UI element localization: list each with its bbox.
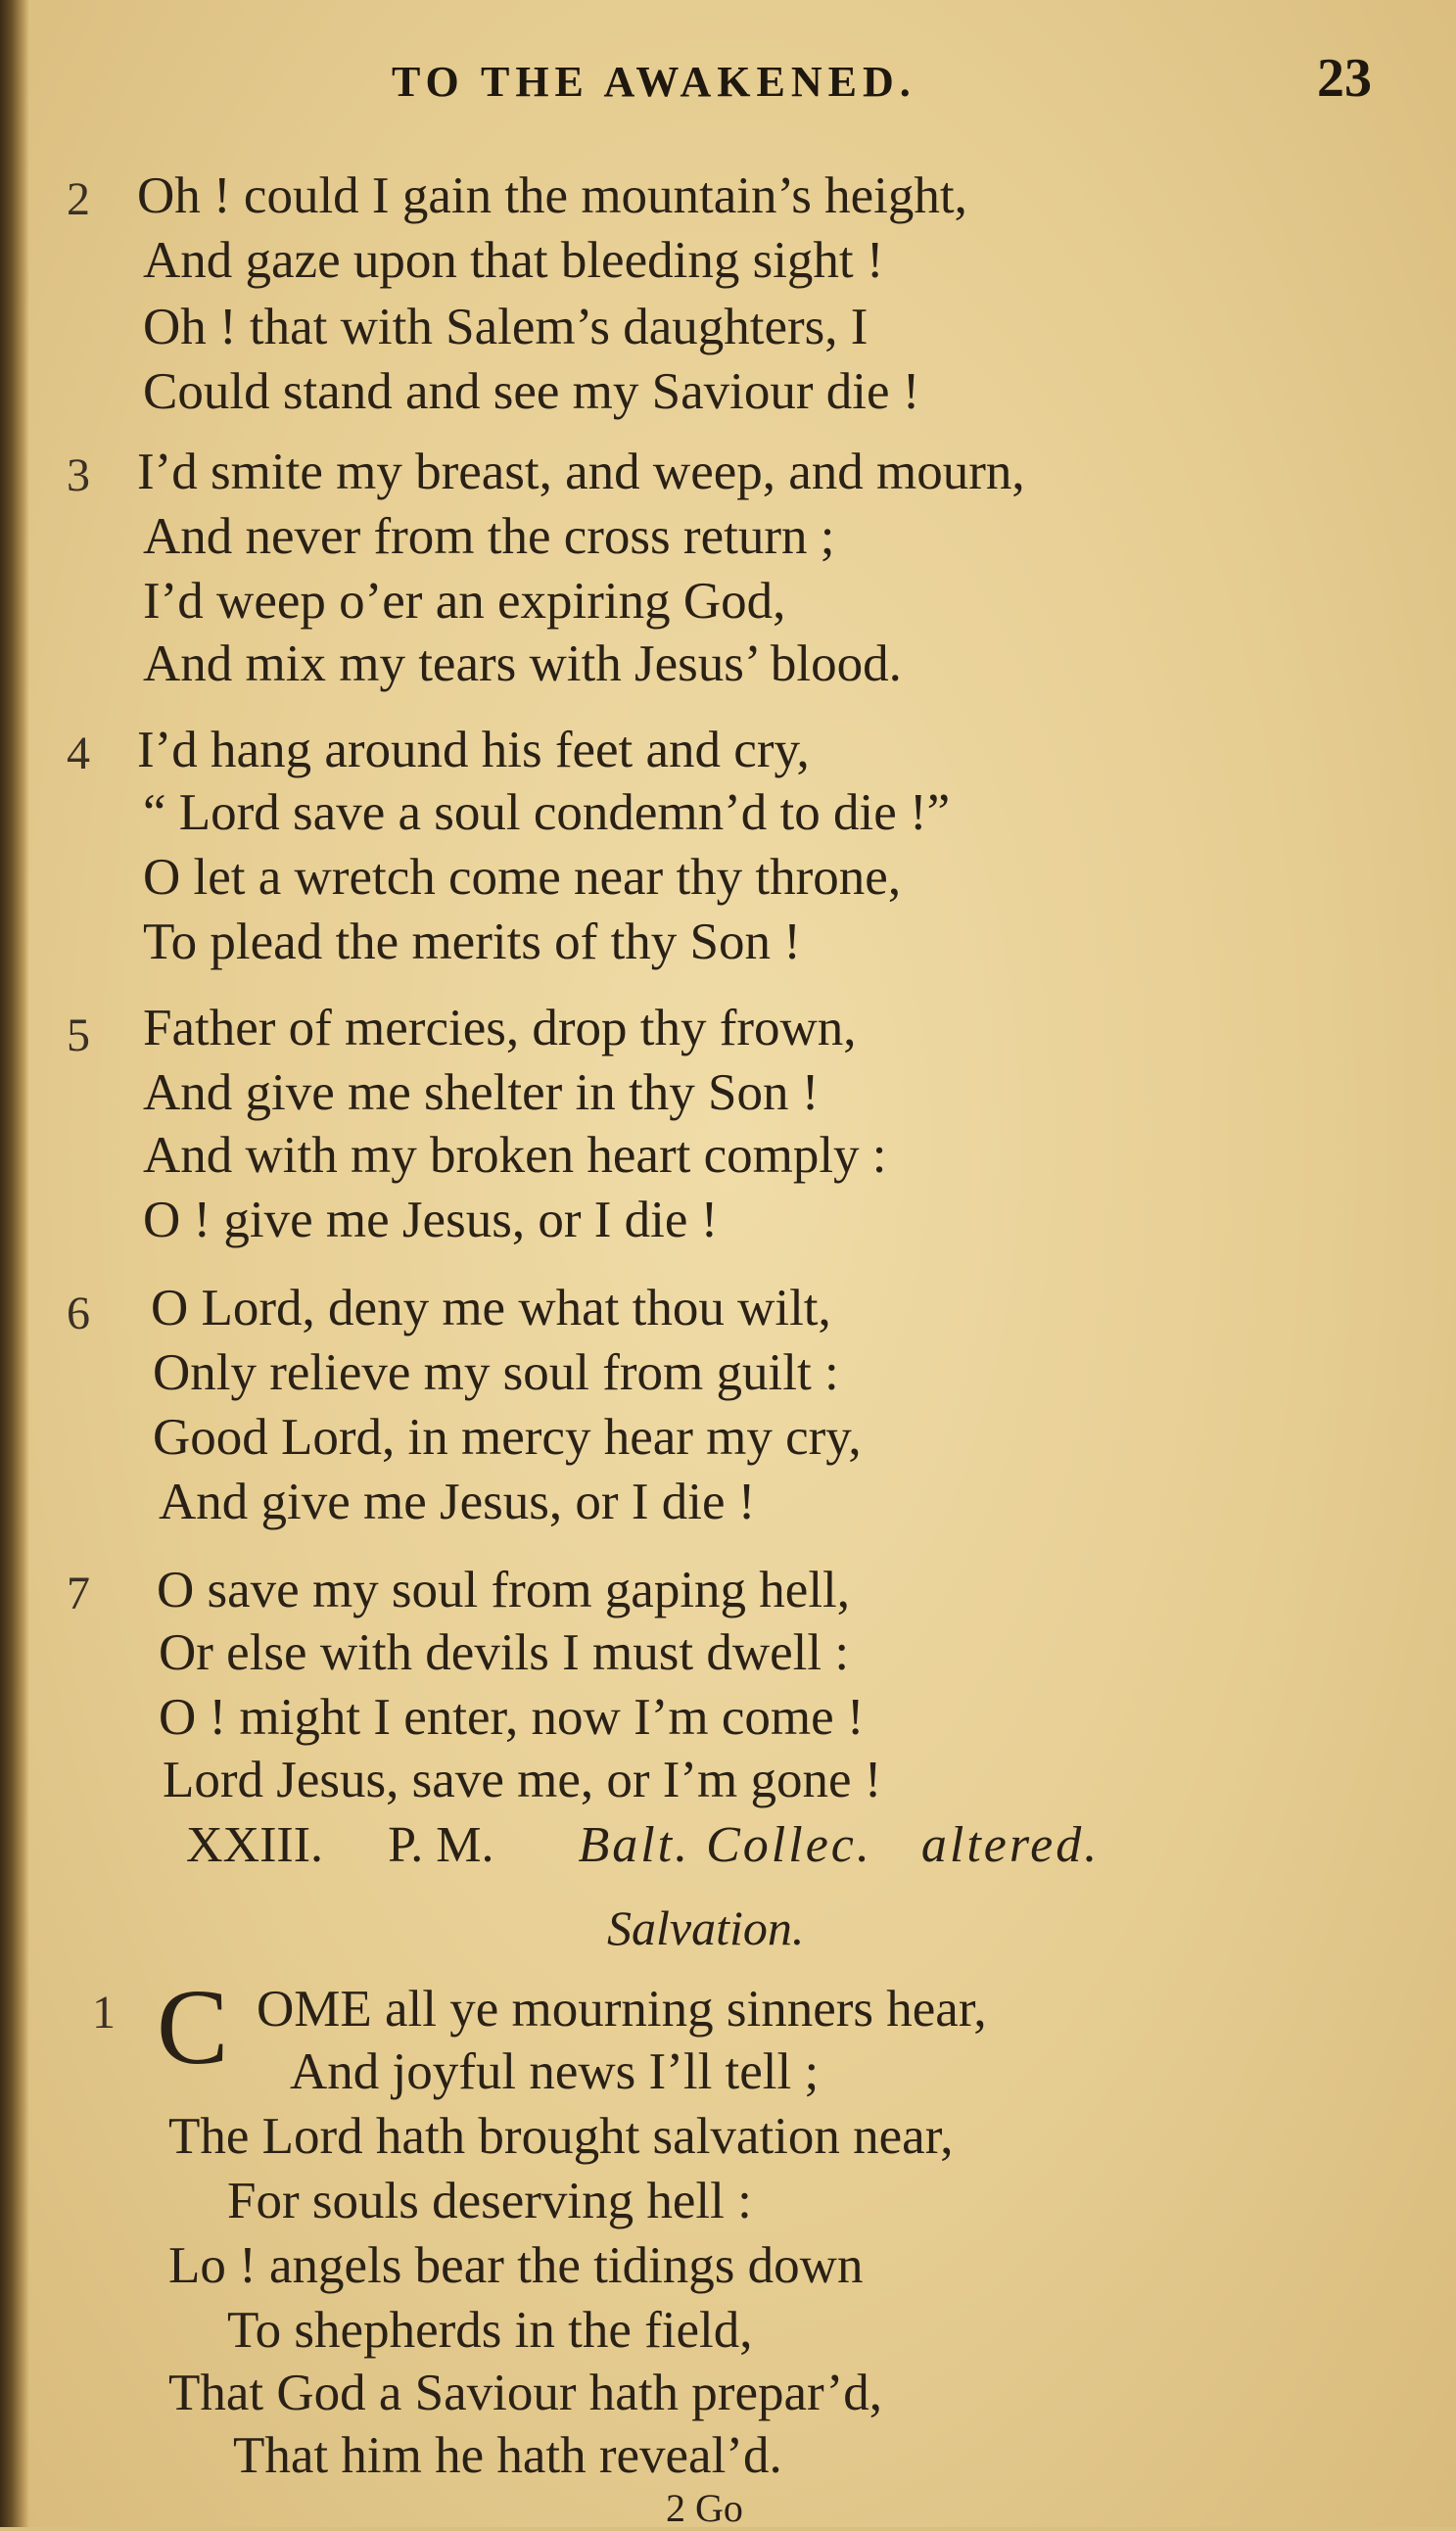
hymn-meter: P. M. [388, 1817, 494, 1873]
verse-line: And give me shelter in thy Son ! [143, 1064, 820, 1121]
verse-line: Or else with devils I must dwell : [159, 1624, 850, 1681]
hymn-number: XXIII. [186, 1817, 324, 1873]
hymn-subtitle: Salvation. [607, 1900, 805, 1955]
verse-line: O let a wretch come near thy throne, [143, 849, 902, 906]
verse-line: “ Lord save a soul condemn’d to die !” [143, 784, 951, 841]
verse-line: And gaze upon that bleeding sight ! [143, 232, 884, 289]
verse-line: And with my broken heart comply : [143, 1127, 887, 1184]
verse-line: And never from the cross return ; [143, 508, 835, 565]
binding-edge [0, 0, 29, 2527]
verse-line: That God a Saviour hath prepar’d, [168, 2365, 883, 2421]
verse-line: O save my soul from gaping hell, [157, 1562, 851, 1618]
verse-line: Good Lord, in mercy hear my cry, [153, 1409, 862, 1466]
drop-cap: C [157, 1967, 229, 2086]
verse-line: I’d weep o’er an expiring God, [143, 573, 786, 630]
hymn-source: Balt. Collec. [578, 1817, 872, 1873]
verse-line: For souls deserving hell : [227, 2173, 752, 2229]
hymn-note: altered. [920, 1817, 1101, 1873]
verse-line: To shepherds in the field, [227, 2302, 753, 2359]
verse-line: Oh ! could I gain the mountain’s height, [137, 167, 967, 224]
page-number: 23 [1317, 48, 1372, 109]
verse-line: Only relieve my soul from guilt : [153, 1344, 839, 1401]
catchword: 2 Go [666, 2486, 743, 2530]
verse-line: O ! might I enter, now I’m come ! [159, 1689, 865, 1746]
verse-line: Lord Jesus, save me, or I’m gone ! [163, 1752, 882, 1808]
hymn-heading [186, 1816, 1361, 1874]
verse-line: O ! give me Jesus, or I die ! [143, 1192, 719, 1248]
verse-line: Oh ! that with Salem’s daughters, I [143, 299, 869, 355]
verse-line: Could stand and see my Saviour die ! [143, 363, 920, 420]
verse-line: Father of mercies, drop thy frown, [143, 1000, 857, 1056]
stanza-number: 6 [67, 1288, 90, 1339]
verse-line: And joyful news I’ll tell ; [290, 2043, 820, 2100]
verse-line: O Lord, deny me what thou wilt, [151, 1280, 831, 1336]
verse-line: OME all ye mourning sinners hear, [257, 1981, 987, 2038]
stanza-number: 5 [67, 1009, 90, 1061]
verse-line: The Lord hath brought salvation near, [168, 2108, 954, 2165]
verse-line: And give me Jesus, or I die ! [159, 1474, 756, 1530]
stanza-number: 2 [67, 173, 90, 225]
verse-line: To plead the merits of thy Son ! [143, 914, 801, 970]
verse-line: Lo ! angels bear the tidings down [168, 2237, 864, 2294]
stanza-number: 1 [92, 1987, 116, 2039]
stanza-number: 3 [67, 449, 90, 501]
stanza-number: 4 [67, 727, 90, 779]
stanza-number: 7 [67, 1568, 90, 1619]
running-title: TO THE AWAKENED. [392, 58, 916, 106]
verse-line: That him he hath reveal’d. [233, 2427, 782, 2484]
verse-line: I’d hang around his feet and cry, [137, 722, 810, 778]
verse-line: I’d smite my breast, and weep, and mourn, [137, 444, 1025, 500]
verse-line: And mix my tears with Jesus’ blood. [143, 635, 902, 692]
